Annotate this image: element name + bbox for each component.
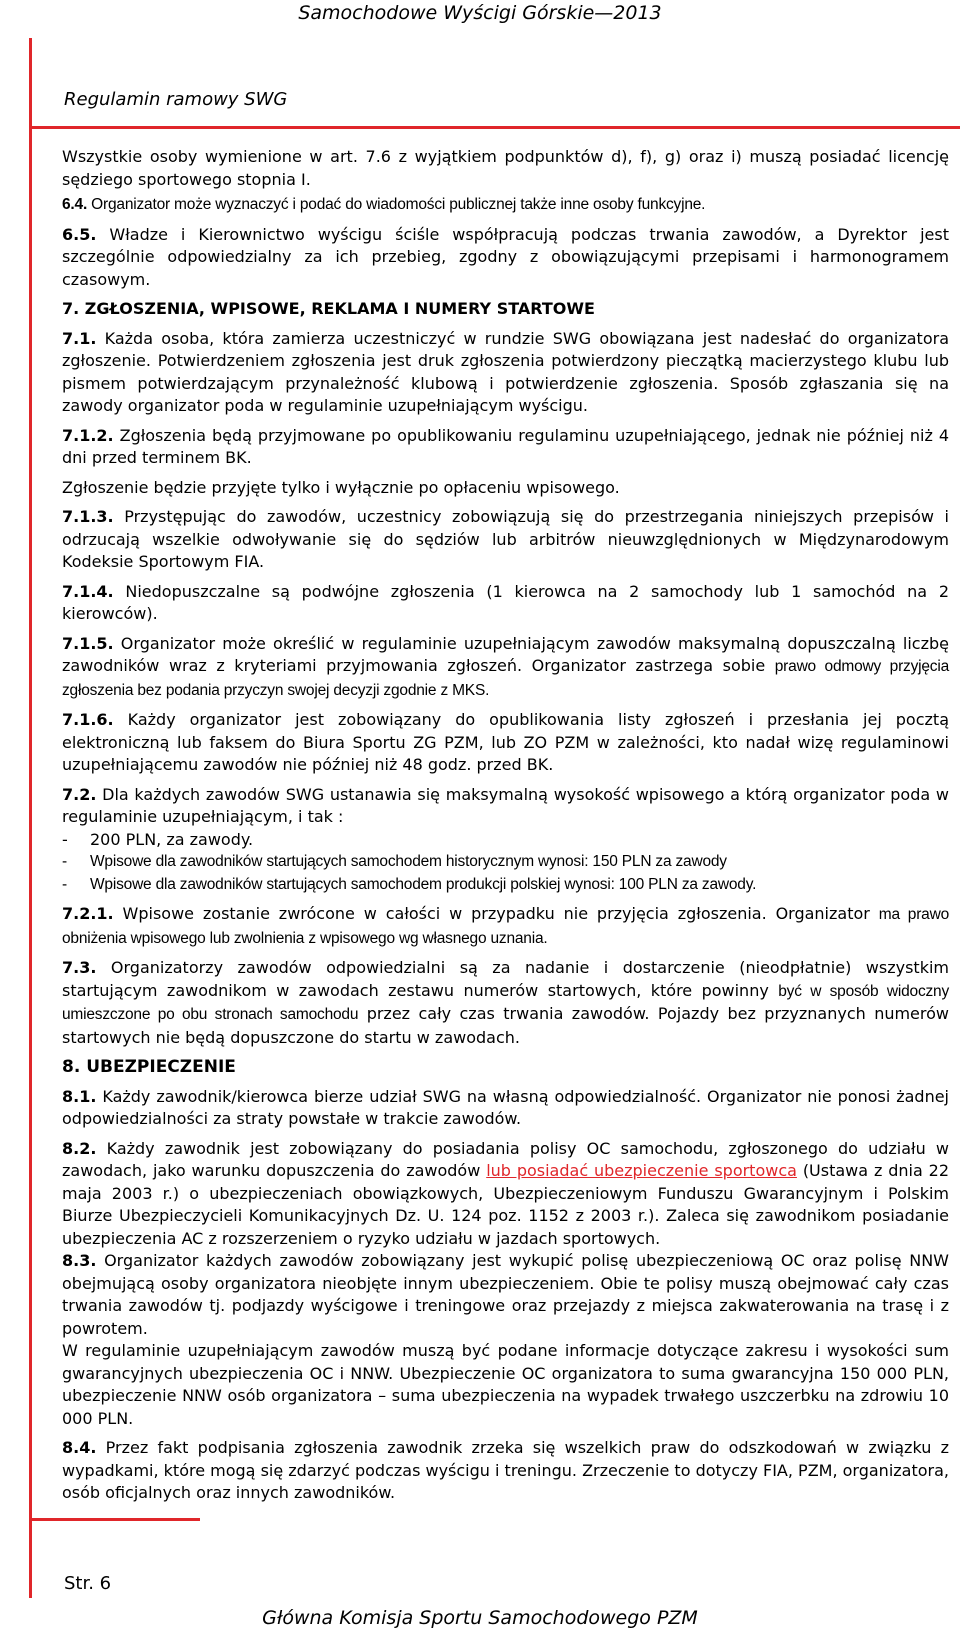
margin-rule-vertical [29, 38, 32, 1598]
paragraph [62, 477, 949, 500]
paragraph [62, 1340, 949, 1430]
paragraph-7-1 [62, 328, 949, 418]
paragraph-text: Władze i Kierownictwo wyścigu ściśle współpracują podczas trwania zawodów, a Dyrektor jest szczególnie odpowiedzialny za ich przebieg, zgodny z obowiązującymi przepisami i harmonogramem czasowym. [62, 224, 949, 289]
section-number: 7.1.5. [62, 633, 114, 653]
paragraph-text: przez cały czas trwania zawodów. Pojazdy bez przyznanych numerów startowych nie będą dopuszczone do startu w zawodach. [62, 1004, 950, 1047]
header-rule [29, 126, 960, 129]
document-body [62, 146, 949, 1505]
section-number: 7.1. [62, 328, 97, 348]
list-item-text: Wpisowe dla zawodników startujących samochodem produkcji polskiej wynosi: 100 PLN za zawody. [90, 875, 757, 893]
running-footer: Główna Komisja Sportu Samochodowego PZM [262, 1607, 698, 1629]
paragraph-7-1-6 [62, 709, 949, 777]
section-number: 7.3. [62, 958, 97, 977]
insurance-link[interactable]: lub posiadać ubezpieczenie sportowca [486, 1161, 797, 1180]
section-number: 7.2.1. [62, 904, 114, 923]
section-number: 7.1.2. [62, 425, 114, 445]
list-item [62, 874, 949, 897]
section-heading-8: 8. UBEZPIECZENIE [62, 1057, 236, 1077]
section-number: 8.1. [62, 1086, 97, 1106]
dash-bullet: - [62, 875, 67, 893]
paragraph-text: Organizator może wyznaczyć i podać do wiadomości publicznej także inne osoby funkcyjne. [87, 196, 706, 213]
paragraph-text: Każda osoba, która zamierza uczestniczyć w rundzie SWG obowiązana jest nadesłać do organizatora zgłoszenie. Potwierdzeniem zgłoszenia jest druk zgłoszenia potwierdzony pieczątką macierzystego klubu lub pismem potwierdzającym przynależność klubową i potwierdzenie zgłoszenia. Sposób zgłaszania się na zawody organizator poda w regulaminie uzupełniającym wyścigu. [62, 328, 949, 415]
paragraph-text: Każdy zawodnik jest zobowiązany do posiadania polisy OC samochodu, zgłoszonego do udziału w zawodach, jako warunku dopuszczenia do zawodów [62, 1138, 949, 1180]
paragraph-text: (Ustawa z dnia 22 maja 2003 r.) o ubezpieczeniach obowiązkowych, Ubezpieczeniowym Funduszu Gwarancyjnym i Polskim Biurze Ubezpieczycieli Komunikacyjnych Dz. U. 124 poz. 1152 z 2003 r.). Zaleca się zawodnikom posiadanie ubezpieczenia AC z rozszerzeniem o ryzyko udziału w jazdach sportowych. [62, 1161, 950, 1248]
section-number: 8.3. [62, 1251, 97, 1270]
paragraph-7-1-3 [62, 506, 949, 574]
paragraph [62, 146, 949, 191]
section-number: 8.4. [62, 1438, 97, 1457]
paragraph-text: Przystępując do zawodów, uczestnicy zobowiązują się do przestrzegania niniejszych przepisów i odrzucają wszelkie odwoływanie się do sędziów lub arbitrów nieuwzględnionych w Międzynarodowym Kodeksie Sportowym FIA. [62, 507, 949, 571]
section-number: 6.4. [62, 196, 88, 213]
paragraph-8-1 [62, 1086, 949, 1131]
paragraph-7-3 [62, 957, 949, 1049]
paragraph-7-1-2 [62, 425, 949, 470]
page-number: Str. 6 [64, 1573, 112, 1594]
paragraph-text: W regulaminie uzupełniającym zawodów muszą być podane informacje dotyczące zakresu i wysokości sum gwarancyjnych ubezpieczenia OC i NNW. Ubezpieczenie OC organizatora to suma gwarancyjna 150 000 PLN, ubezpieczenie NNW osób organizatora – suma ubezpieczenia na wypadek trwałego uszczerbku na zdrowiu 10 000 PLN. [62, 1341, 949, 1428]
running-header-title: Samochodowe Wyścigi Górskie—2013 [298, 2, 662, 24]
section-number: 7.1.6. [62, 710, 114, 729]
section-number: 7.1.3. [62, 507, 114, 526]
paragraph-text: prawo odmowy przyjęcia zgłoszenia bez podania przyczyn swojej decyzji zgodnie z MKS. [62, 658, 950, 699]
paragraph-text: Zgłoszenie będzie przyjęte tylko i wyłącznie po opłaceniu wpisowego. [62, 477, 620, 497]
paragraph-text: Niedopuszczalne są podwójne zgłoszenia (1 kierowca na 2 samochody lub 1 samochód na 2 kierowców). [62, 581, 949, 623]
footer-rule [29, 1518, 200, 1521]
paragraph-text: Przez fakt podpisania zgłoszenia zawodnik zrzeka się wszelkich praw do odszkodowań w związku z wypadkami, które mogą się zdarzyć podczas wyścigu i treningu. Zrzeczenie to dotyczy FIA, PZM, organizatora, osób oficjalnych oraz innych zawodników. [62, 1438, 949, 1502]
paragraph-8-2 [62, 1138, 949, 1251]
paragraph-text: Organizator każdych zawodów zobowiązany jest wykupić polisę ubezpieczeniową OC oraz polisę NNW obejmującą osoby organizatora nieobjęte innym ubezpieczeniem. Obie te polisy muszą obejmować cały czas trwania zawodów tj. podjazdy wyścigowe i treningowe oraz przejazdy z miejsca zakwaterowania na trasę i z powrotem. [62, 1251, 949, 1338]
list-item [62, 851, 949, 874]
paragraph-7-1-4 [62, 581, 949, 626]
paragraph-text: Organizatorzy zawodów odpowiedzialni są za nadanie i dostarczenie (nieodpłatnie) wszystkim startującym zawodnikom w zawodach zestawu numerów startowych, które powinny [62, 958, 949, 1000]
list-item-text: 200 PLN, za zawody. [90, 829, 254, 849]
paragraph-6-5 [62, 224, 949, 292]
paragraph-6-4 [62, 194, 949, 217]
paragraph-text: Wpisowe zostanie zwrócone w całości w przypadku nie przyjęcia zgłoszenia. Organizator [113, 904, 879, 923]
dash-bullet: - [62, 829, 68, 849]
paragraph-text: być w sposób widoczny umieszczone po obu stronach samochodu [62, 982, 950, 1023]
paragraph-7-2-1 [62, 903, 949, 950]
paragraph-text: Każdy organizator jest zobowiązany do opublikowania listy zgłoszeń i przesłania jej pocztą elektroniczną lub faksem do Biura Sportu ZG PZM, lub ZO PZM w zależności, kto nadał wizę regulaminowi uzupełniającemu zawodów nie później niż 48 godz. przed BK. [62, 710, 949, 774]
section-number: 8.2. [62, 1138, 97, 1158]
section-number: 7.1.4. [62, 581, 114, 601]
paragraph-text: Zgłoszenia będą przyjmowane po opublikowaniu regulaminu uzupełniającego, jednak nie później niż 4 dni przed terminem BK. [62, 425, 949, 467]
paragraph-7-1-5 [62, 633, 949, 703]
section-number: 6.5. [62, 224, 97, 244]
list-item-text: Wpisowe dla zawodników startujących samochodem historycznym wynosi: 150 PLN za zawody [90, 853, 727, 870]
paragraph-text: Organizator może określić w regulaminie uzupełniającym zawodów maksymalną dopuszczalną liczbę zawodników wraz z kryteriami przyjmowania zgłoszeń. Organizator zastrzega sobie [62, 633, 949, 675]
paragraph-text: Każdy zawodnik/kierowca bierze udział SWG na własną odpowiedzialność. Organizator nie ponosi żadnej odpowiedzialności za straty powstałe w trakcie zawodów. [62, 1086, 949, 1128]
paragraph-8-3 [62, 1250, 949, 1340]
list-item [62, 829, 949, 852]
paragraph-8-4 [62, 1437, 949, 1505]
section-heading-7: 7. ZGŁOSZENIA, WPISOWE, REKLAMA I NUMERY STARTOWE [62, 299, 595, 318]
paragraph-text: ma prawo obniżenia wpisowego lub zwolnienia z wpisowego wg własnego uznania. [62, 906, 949, 947]
section-number: 7.2. [62, 784, 97, 804]
paragraph-text: Wszystkie osoby wymienione w art. 7.6 z wyjątkiem podpunktów d), f), g) oraz i) muszą posiadać licencję sędziego sportowego stopnia I. [62, 147, 949, 189]
paragraph-text: Dla każdych zawodów SWG ustanawia się maksymalną wysokość wpisowego a którą organizator poda w regulaminie uzupełniającym, i tak : [62, 784, 949, 826]
paragraph-7-2 [62, 784, 949, 829]
running-header-subtitle: Regulamin ramowy SWG [64, 89, 288, 110]
dash-bullet: - [62, 853, 67, 870]
